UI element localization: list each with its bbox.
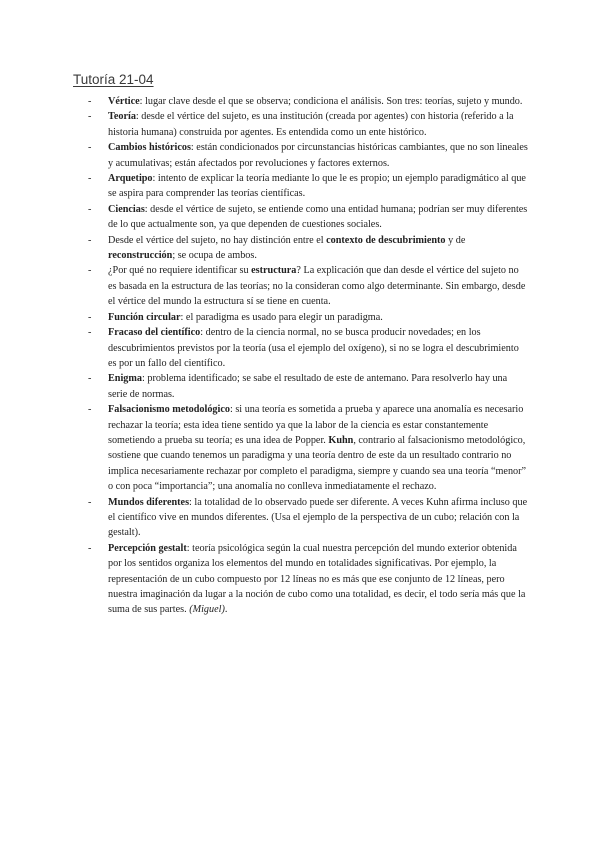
definition: : están condicionados por circunstancias históricas cambiantes, que no son lineales y acumulativas; están afectados por revoluciones y factores externos. — [108, 142, 528, 169]
definition: : dentro de la ciencia normal, no se busca producir novedades; en los descubrimientos previstos por la teoría (usa el ejemplo del oxígeno), si no se logra el descubrimiento es por un fallo del científico. — [108, 327, 519, 369]
term: estructura — [251, 265, 297, 277]
list-item-arquetipo — [88, 171, 528, 202]
list-item-teoria — [88, 109, 528, 140]
term: Kuhn — [328, 434, 354, 446]
bullet: - — [88, 404, 92, 416]
text-end: . — [224, 604, 228, 616]
text-lead: ¿Por qué no requiere identificar su — [108, 265, 252, 277]
bullet: - — [88, 373, 92, 385]
definition: : problema identificado; se sabe el resultado de este de antemano. Para resolverlo hay una serie de normas. — [108, 373, 508, 400]
list-item-funcion-circular — [88, 310, 528, 325]
author-note: (Miguel) — [189, 604, 225, 616]
definition: : desde el vértice del sujeto, es una institución (creada por agentes) con historia (referido a la historia humana) construida por agentes. Es entendida como un ente histórico. — [108, 111, 514, 138]
list-item-vertice — [88, 94, 528, 109]
bullet: - — [88, 142, 92, 154]
bullet: - — [88, 173, 92, 185]
term: Arquetipo — [108, 173, 153, 185]
definition: : intento de explicar la teoría mediante lo que le es propio; un ejemplo paradigmático al que se aspira para comprender las teorías científicas. — [108, 173, 526, 200]
list-item-mundos-diferentes — [88, 495, 528, 541]
term: Fracaso del científico — [108, 327, 201, 339]
definition: : la totalidad de lo observado puede ser diferente. A veces Kuhn afirma incluso que el científico vive en mundos diferentes. (Usa el ejemplo de la perspectiva de un cubo; relación con la gestalt). — [108, 496, 528, 539]
definition: : desde el vértice de sujeto, se entiende como una entidad humana; podrían ser muy diferentes de lo que actualmente son, ya que dependen de cuestiones sociales. — [108, 203, 528, 231]
definition: , contrario al falsacionismo metodológico, sostiene que cuando tenemos un paradigma y una teoría dentro de este da un resultado contrario no implica necesariamente rechazar por completo el paradigma, siempre y cuando sea una teoría “menor” o con poca “importancia”; una anomalía no conlleva inmediatamente el rechazo. — [108, 434, 527, 493]
term: Enigma — [108, 373, 142, 385]
term: Teoría — [108, 111, 136, 123]
text-mid: y de — [445, 234, 466, 246]
term: Mundos diferentes — [108, 496, 190, 508]
bullet: - — [88, 203, 92, 215]
list-item-percepcion-gestalt — [88, 541, 528, 618]
bullet: - — [88, 96, 92, 107]
bullet: - — [88, 234, 92, 246]
bullet: - — [88, 327, 92, 339]
notes-list — [88, 94, 528, 618]
list-item-falsacionismo — [88, 402, 528, 494]
list-item-enigma — [88, 371, 528, 402]
list-item-estructura — [88, 263, 528, 309]
list-item-cambios-historicos — [88, 140, 528, 171]
bullet: - — [88, 542, 92, 554]
term: reconstrucción — [108, 250, 173, 262]
term: Percepción gestalt — [108, 542, 187, 554]
bullet: - — [88, 496, 92, 508]
page-title: Tutoría 21-04 — [73, 72, 154, 87]
definition: : teoría psicológica según la cual nuestra percepción del mundo exterior obtenida por los sentidos organiza los elementos del mundo en totalidades significativas. Por ejemplo, la representación de un cubo compuesto por 12 líneas no es más que ese conjunto de 12 líneas, pero nuestra imaginación da lugar a la noción de cubo como una totalidad, es decir, el todo sería más que la suma de sus partes. — [108, 542, 526, 616]
definition: : si una teoría es sometida a prueba y aparece una anomalía es necesario rechazar la teoría; esta idea tiene sentido ya que la labor de la ciencia es estar constantemente sometiendo a prueba su teoría; es una idea de Popper. — [108, 404, 524, 446]
term: Ciencias — [108, 203, 145, 215]
list-item-contexto — [88, 233, 528, 264]
bullet: - — [88, 311, 92, 323]
term: Cambios históricos — [108, 142, 191, 154]
term: contexto de descubrimiento — [326, 234, 446, 246]
bullet: - — [88, 265, 92, 277]
term: Falsacionismo metodológico — [108, 404, 230, 416]
bullet: - — [88, 111, 92, 123]
term: Vértice — [108, 96, 140, 107]
text-tail: ; se ocupa de ambos. — [172, 250, 257, 262]
list-item-fracaso — [88, 325, 528, 371]
definition: : lugar clave desde el que se observa; condiciona el análisis. Son tres: teorías, sujeto y mundo. — [139, 96, 523, 107]
term: Función circular — [108, 311, 181, 323]
definition: : el paradigma es usado para elegir un paradigma. — [180, 311, 383, 323]
list-item-ciencias — [88, 202, 528, 233]
text-tail: ? La explicación que dan desde el vértice del sujeto no es basada en la estructura de las teorías; no la consideran como algo determinante. Sin embargo, desde el vértice del mundo la estructura sí se tiene en cuenta. — [108, 265, 526, 308]
text-lead: Desde el vértice del sujeto, no hay distinción entre el — [108, 234, 327, 246]
